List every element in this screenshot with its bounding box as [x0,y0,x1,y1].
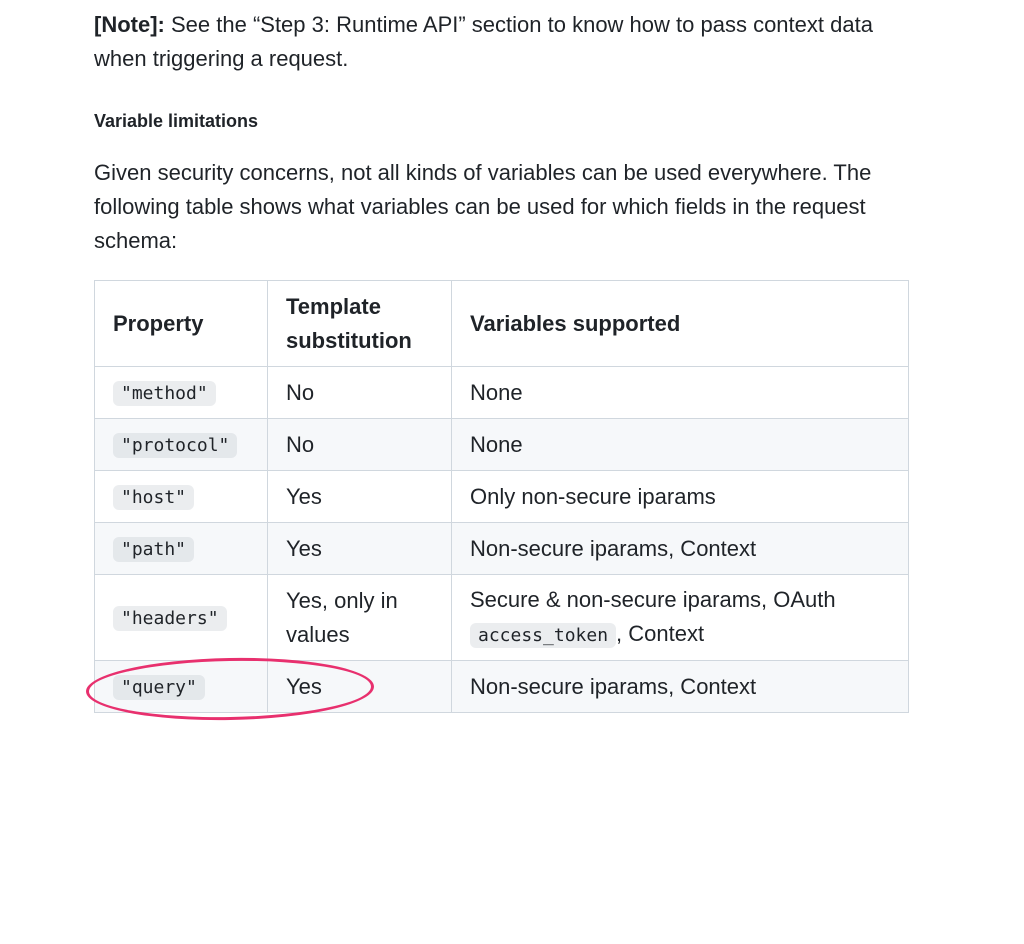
property-cell [95,575,268,661]
variables-cell [452,575,909,661]
property-code: "path" [113,537,194,562]
variables-cell: None [452,367,909,419]
access-token-code: access_token [470,623,616,648]
property-code: "protocol" [113,433,237,458]
document-content [94,8,909,713]
table-row [95,575,909,661]
table-row [95,661,909,713]
template-cell: Yes [268,661,452,713]
note-paragraph [94,8,909,76]
table-row [95,367,909,419]
property-code: "query" [113,675,205,700]
section-heading: Variable limitations [94,111,259,131]
note-label: [Note]: [94,12,165,37]
property-code: "host" [113,485,194,510]
variables-cell: Non-secure iparams, Context [452,523,909,575]
template-cell: Yes [268,471,452,523]
template-cell: No [268,367,452,419]
property-code: "method" [113,381,216,406]
header-template-substitution: Template substitution [268,281,452,367]
table-header-row [95,281,909,367]
variables-text: Secure & non-secure iparams, OAuth [470,586,836,612]
property-code: "headers" [113,606,227,631]
table-row [95,523,909,575]
template-cell: Yes [268,523,452,575]
variables-cell: Non-secure iparams, Context [452,661,909,713]
intro-paragraph: Given security concerns, not all kinds of variables can be used everywhere. The following table shows what variables can be used for which fields in the request schema: [94,160,872,253]
header-property: Property [95,281,268,367]
property-cell [95,367,268,419]
property-cell [95,419,268,471]
table-row [95,471,909,523]
property-cell [95,471,268,523]
note-text: See the “Step 3: Runtime API” section to know how to pass context data when triggering a request. [94,12,873,71]
variables-table [94,280,909,713]
table-row [95,419,909,471]
header-variables-supported: Variables supported [452,281,909,367]
variables-cell: None [452,419,909,471]
template-cell: Yes, only in values [268,575,452,661]
property-cell [95,661,268,713]
property-cell [95,523,268,575]
variables-text-suffix: , Context [616,620,705,646]
template-cell: No [268,419,452,471]
variables-cell: Only non-secure iparams [452,471,909,523]
